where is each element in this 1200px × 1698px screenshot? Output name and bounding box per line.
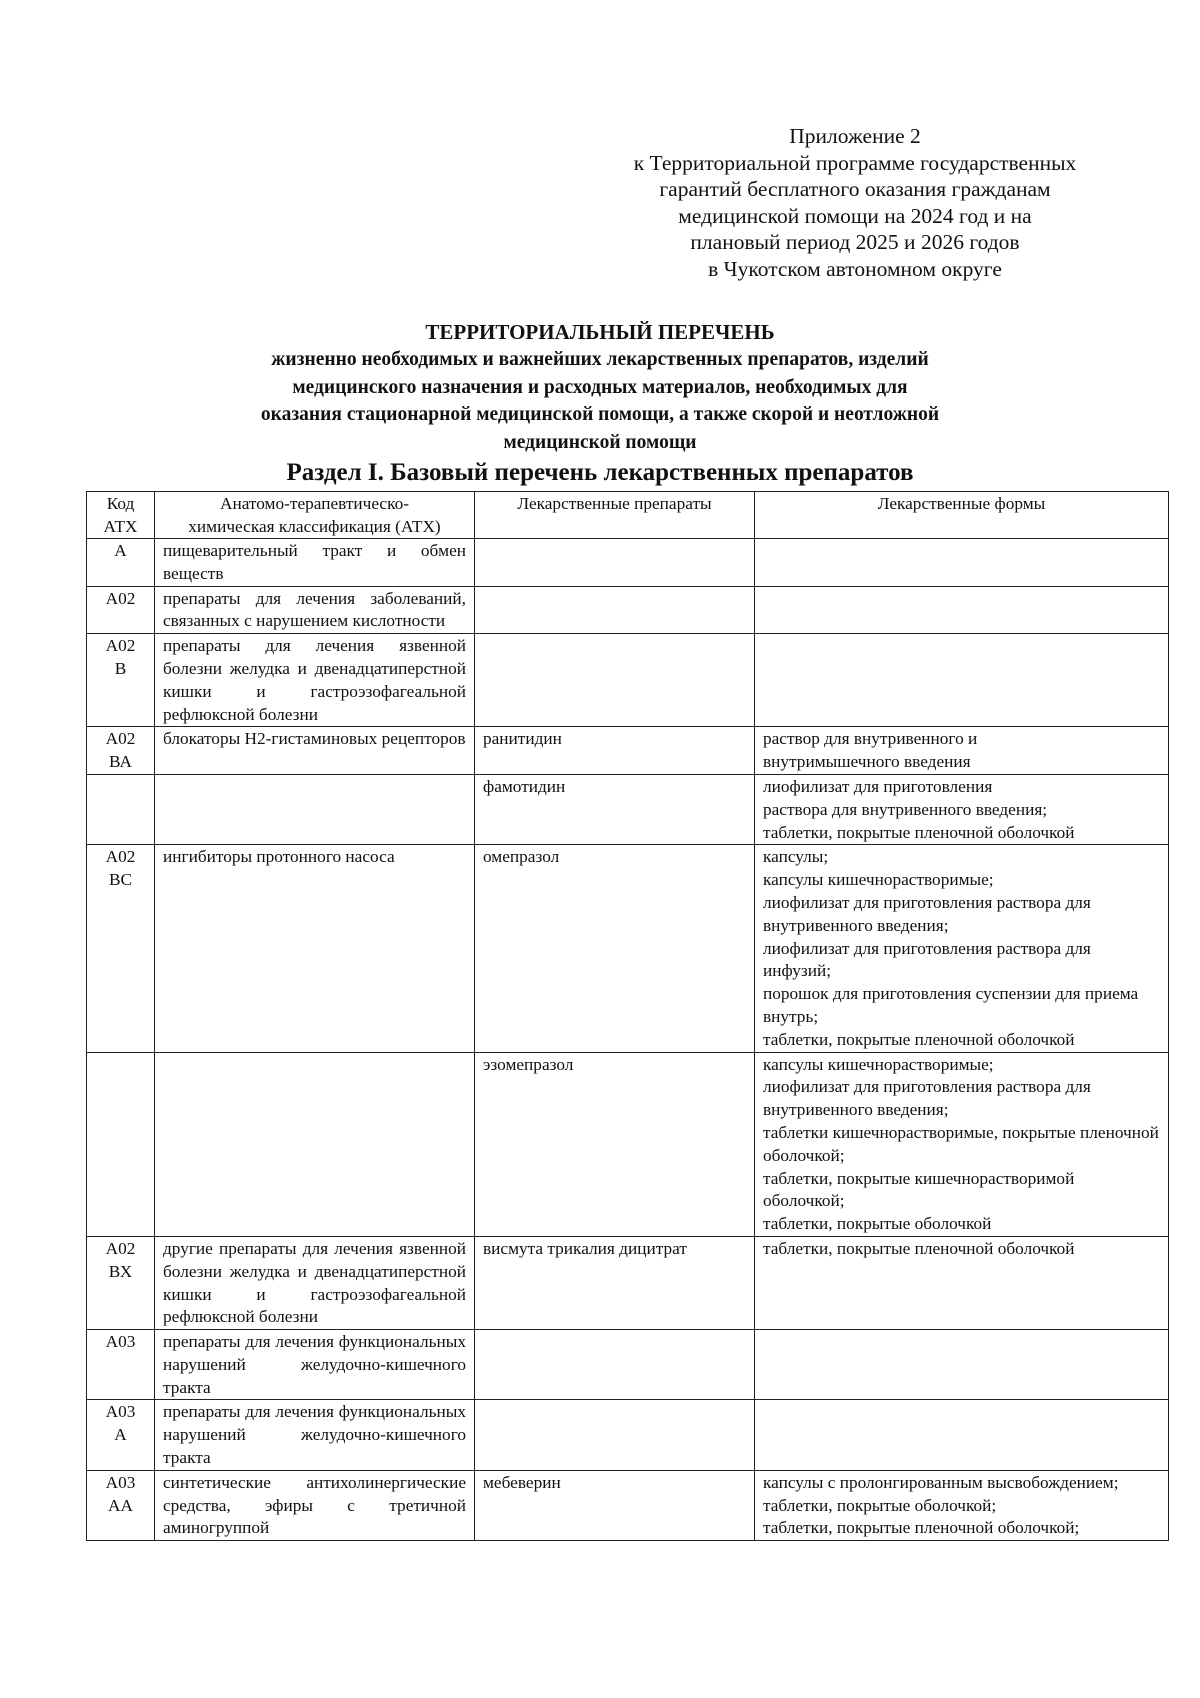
atc-code-line: А02: [105, 847, 136, 867]
header-atc-line: Анатомо-терапевтическо-: [219, 494, 410, 513]
table-row: [87, 1400, 1169, 1470]
dosage-forms-cell: [755, 1470, 1169, 1540]
dosage-form-item: раствора для внутривенного введения;: [763, 799, 1048, 819]
table-row: [87, 539, 1169, 587]
dosage-form-item: таблетки, покрытые кишечнорастворимой оболочкой;: [763, 1168, 1075, 1211]
subtitle-line: оказания стационарной медицинской помощи, а также скорой и неотложной: [260, 404, 940, 425]
table-body: [87, 539, 1169, 1541]
atc-code-line: ВХ: [108, 1261, 133, 1281]
drug-name-cell: [475, 1400, 755, 1470]
dosage-forms-cell: [755, 539, 1169, 587]
atc-classification-cell: ингибиторы протонного насоса: [155, 845, 475, 1052]
atc-code-cell: [87, 1470, 155, 1540]
drug-name-cell: мебеверин: [475, 1470, 755, 1540]
drug-name-cell: эзомепразол: [475, 1052, 755, 1236]
atc-code-line: А03: [105, 1402, 136, 1422]
drug-name-cell: висмута трикалия дицитрат: [475, 1236, 755, 1329]
table-row: [87, 1470, 1169, 1540]
atc-classification-cell: [155, 774, 475, 844]
dosage-form-item: капсулы с пролонгированным высвобождением;: [763, 1472, 1119, 1492]
dosage-form-item: раствор для внутривенного и: [763, 729, 978, 749]
dosage-form-item: лиофилизат для приготовления: [763, 776, 993, 796]
subtitle-line: жизненно необходимых и важнейших лекарственных препаратов, изделий: [271, 349, 929, 370]
appendix-line: гарантий бесплатного оказания гражданам: [659, 177, 1051, 201]
dosage-forms-cell: [755, 727, 1169, 775]
appendix-line: Приложение 2: [789, 124, 921, 148]
drug-name-cell: ранитидин: [475, 727, 755, 775]
dosage-form-item: таблетки, покрытые пленочной оболочкой: [763, 1238, 1075, 1258]
dosage-forms-cell: [755, 634, 1169, 727]
atc-code-cell: [87, 1400, 155, 1470]
atc-code-cell: [87, 774, 155, 844]
table-row: [87, 1052, 1169, 1236]
drug-name-cell: фамотидин: [475, 774, 755, 844]
dosage-form-item: внутримышечного введения: [763, 752, 971, 772]
dosage-forms-cell: [755, 586, 1169, 634]
header-code: [87, 492, 155, 539]
dosage-form-item: таблетки, покрытые пленочной оболочкой: [763, 1029, 1075, 1049]
document-title: [150, 318, 1050, 456]
header-forms: Лекарственные формы: [755, 492, 1169, 539]
appendix-header: [590, 123, 1120, 282]
drug-name-cell: [475, 539, 755, 587]
atc-code-line: А02: [105, 588, 136, 608]
atc-code-line: А02: [105, 729, 136, 749]
table-row: [87, 845, 1169, 1052]
appendix-line: плановый период 2025 и 2026 годов: [690, 230, 1020, 254]
appendix-line: к Территориальной программе государственных: [633, 150, 1077, 175]
atc-classification-cell: препараты для лечения функциональных нарушений желудочно-кишечного тракта: [155, 1400, 475, 1470]
subtitle-line: медицинского назначения и расходных материалов, необходимых для: [292, 376, 908, 398]
atc-code-line: АА: [108, 1495, 133, 1515]
table-row: [87, 1330, 1169, 1400]
drug-name-cell: [475, 586, 755, 634]
dosage-form-item: капсулы;: [763, 847, 829, 867]
table-row: [87, 727, 1169, 775]
header-drug: Лекарственные препараты: [475, 492, 755, 539]
dosage-forms-cell: [755, 845, 1169, 1052]
dosage-form-item: таблетки, покрытые пленочной оболочкой: [763, 822, 1075, 842]
atc-code-cell: [87, 1052, 155, 1236]
atc-classification-cell: блокаторы Н2-гистаминовых рецепторов: [155, 727, 475, 775]
dosage-form-item: лиофилизат для приготовления раствора для внутривенного введения;: [763, 1077, 1091, 1120]
dosage-form-item: капсулы кишечнорастворимые;: [763, 1054, 994, 1074]
dosage-forms-cell: [755, 774, 1169, 844]
header-code-line: АТХ: [103, 516, 138, 536]
atc-code-line: ВА: [109, 752, 132, 772]
dosage-forms-cell: [755, 1330, 1169, 1400]
atc-code-line: А: [114, 1425, 127, 1445]
table-row: [87, 1236, 1169, 1329]
dosage-forms-cell: [755, 1400, 1169, 1470]
atc-code-line: А02: [105, 636, 136, 656]
atc-code-cell: [87, 586, 155, 634]
table-row: [87, 586, 1169, 634]
atc-classification-cell: [155, 1052, 475, 1236]
drug-name-cell: [475, 1330, 755, 1400]
atc-code-cell: [87, 539, 155, 587]
dosage-form-item: лиофилизат для приготовления раствора для инфузий;: [763, 938, 1091, 981]
atc-code-line: А: [114, 541, 127, 560]
atc-code-cell: [87, 727, 155, 775]
atc-classification-cell: другие препараты для лечения язвенной болезни желудка и двенадцатиперстной кишки и гастроэзофагеальной рефлюксной болезни: [155, 1236, 475, 1329]
table-header-row: [87, 492, 1169, 539]
header-code-line: Код: [106, 494, 135, 513]
dosage-forms-cell: [755, 1236, 1169, 1329]
atc-classification-cell: препараты для лечения заболеваний, связанных с нарушением кислотности: [155, 586, 475, 634]
dosage-form-item: таблетки кишечнорастворимые, покрытые пленочной оболочкой;: [763, 1122, 1159, 1165]
atc-code-line: ВС: [108, 870, 133, 890]
dosage-form-item: капсулы кишечнорастворимые;: [763, 870, 994, 890]
appendix-line: медицинской помощи на 2024 год и на: [678, 203, 1032, 228]
dosage-form-item: таблетки, покрытые оболочкой;: [763, 1495, 997, 1515]
title-subtitle: [150, 346, 1050, 456]
dosage-form-item: порошок для приготовления суспензии для приема внутрь;: [763, 984, 1139, 1026]
dosage-form-item: таблетки, покрытые пленочной оболочкой;: [763, 1518, 1080, 1538]
drug-name-cell: [475, 634, 755, 727]
dosage-forms-cell: [755, 1052, 1169, 1236]
drug-list-table: [86, 491, 1169, 1541]
atc-code-line: А02: [105, 1238, 136, 1258]
atc-code-cell: [87, 845, 155, 1052]
atc-classification-cell: пищеварительный тракт и обмен веществ: [155, 539, 475, 587]
atc-code-cell: [87, 1330, 155, 1400]
atc-code-cell: [87, 634, 155, 727]
header-atc-line: химическая классификация (АТХ): [188, 516, 441, 536]
table-row: [87, 774, 1169, 844]
atc-code-line: А03: [105, 1332, 136, 1352]
atc-code-line: В: [114, 658, 127, 678]
atc-classification-cell: препараты для лечения язвенной болезни желудка и двенадцатиперстной кишки и гастроэзофагеальной рефлюксной болезни: [155, 634, 475, 727]
subtitle-line: медицинской помощи: [503, 431, 697, 453]
appendix-line: в Чукотском автономном округе: [708, 256, 1002, 281]
atc-code-cell: [87, 1236, 155, 1329]
atc-classification-cell: синтетические антихолинергические средства, эфиры с третичной аминогруппой: [155, 1470, 475, 1540]
dosage-form-item: лиофилизат для приготовления раствора для внутривенного введения;: [763, 892, 1091, 935]
atc-classification-cell: препараты для лечения функциональных нарушений желудочно-кишечного тракта: [155, 1330, 475, 1400]
atc-code-line: А03: [105, 1472, 136, 1492]
header-atc: [155, 492, 475, 539]
title-main: ТЕРРИТОРИАЛЬНЫЙ ПЕРЕЧЕНЬ: [425, 320, 775, 344]
table-row: [87, 634, 1169, 727]
drug-name-cell: омепразол: [475, 845, 755, 1052]
section-title: Раздел I. Базовый перечень лекарственных препаратов: [286, 459, 914, 486]
dosage-form-item: таблетки, покрытые оболочкой: [763, 1214, 992, 1234]
